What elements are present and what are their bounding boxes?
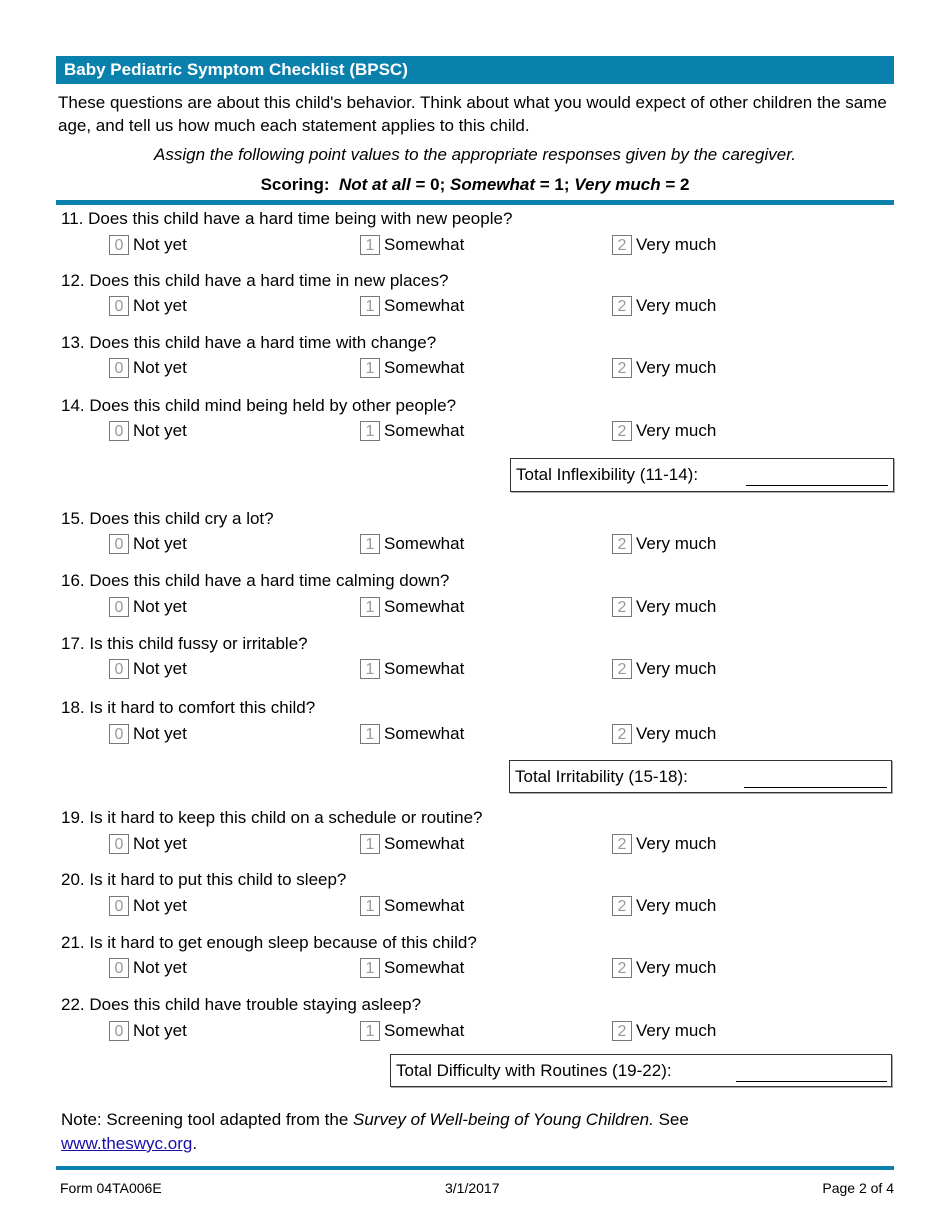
score-box[interactable]: 1 — [360, 1021, 380, 1041]
question-22: 22. Does this child have trouble staying asleep? — [61, 995, 422, 1014]
option-somewhat[interactable]: 1 Somewhat — [360, 597, 464, 617]
option-not-yet[interactable]: 0 Not yet — [109, 896, 187, 916]
scoring-opt0-label: Not at all — [338, 175, 411, 194]
option-very-much[interactable]: 2 Very much — [612, 659, 716, 679]
score-box[interactable]: 1 — [360, 896, 380, 916]
score-box[interactable]: 0 — [109, 834, 129, 854]
score-box[interactable]: 0 — [109, 896, 129, 916]
total-routines — [390, 1054, 892, 1087]
option-somewhat[interactable]: 1 Somewhat — [360, 534, 464, 554]
top-divider — [56, 200, 894, 205]
question-17: 17. Is this child fussy or irritable? — [61, 634, 308, 653]
option-somewhat[interactable]: 1 Somewhat — [360, 1021, 464, 1041]
score-box[interactable]: 1 — [360, 834, 380, 854]
scoring-opt1-label: Somewhat — [450, 175, 536, 194]
option-not-yet[interactable]: 0 Not yet — [109, 659, 187, 679]
instruction-text: Assign the following point values to the appropriate responses given by the caregiver. — [154, 145, 796, 164]
score-box[interactable]: 2 — [612, 834, 632, 854]
score-box[interactable]: 1 — [360, 534, 380, 554]
score-box[interactable]: 2 — [612, 358, 632, 378]
option-somewhat[interactable]: 1 Somewhat — [360, 659, 464, 679]
option-not-yet[interactable]: 0 Not yet — [109, 534, 187, 554]
note-source: Survey of Well-being of Young Children. — [353, 1110, 654, 1129]
score-box[interactable]: 0 — [109, 235, 129, 255]
score-box[interactable]: 1 — [360, 659, 380, 679]
score-box[interactable]: 2 — [612, 958, 632, 978]
footer-page-number: Page 2 of 4 — [822, 1180, 894, 1196]
question-18: 18. Is it hard to comfort this child? — [61, 698, 316, 717]
option-very-much[interactable]: 2 Very much — [612, 235, 716, 255]
intro-text: These questions are about this child's behavior. Think about what you would expect of other children the same age, and tell us how much each statement applies to this child. — [58, 93, 887, 135]
score-box[interactable]: 2 — [612, 235, 632, 255]
total-inflexibility-field[interactable] — [746, 485, 888, 486]
score-box[interactable]: 0 — [109, 296, 129, 316]
total-routines-label: Total Difficulty with Routines (19-22): — [396, 1060, 672, 1080]
question-15: 15. Does this child cry a lot? — [61, 509, 274, 528]
option-very-much[interactable]: 2 Very much — [612, 724, 716, 744]
option-not-yet[interactable]: 0 Not yet — [109, 724, 187, 744]
score-box[interactable]: 0 — [109, 597, 129, 617]
score-box[interactable]: 1 — [360, 958, 380, 978]
question-13: 13. Does this child have a hard time with change? — [61, 333, 437, 352]
score-box[interactable]: 2 — [612, 659, 632, 679]
total-irritability — [509, 760, 892, 793]
footnote: Note: Screening tool adapted from the Survey of Well-being of Young Children. See www.theswyc.org. — [61, 1110, 689, 1153]
option-not-yet[interactable]: 0 Not yet — [109, 834, 187, 854]
option-very-much[interactable]: 2 Very much — [612, 958, 716, 978]
scoring-opt2-label: Very much — [574, 175, 661, 194]
score-box[interactable]: 1 — [360, 597, 380, 617]
total-irritability-label: Total Irritability (15-18): — [515, 766, 688, 786]
total-routines-field[interactable] — [736, 1081, 887, 1082]
score-box[interactable]: 2 — [612, 421, 632, 441]
total-irritability-field[interactable] — [744, 787, 887, 788]
score-box[interactable]: 0 — [109, 534, 129, 554]
section-header — [56, 56, 894, 84]
footer-date: 3/1/2017 — [445, 1180, 500, 1196]
scoring-line — [0, 175, 950, 195]
option-not-yet[interactable]: 0 Not yet — [109, 235, 187, 255]
question-21: 21. Is it hard to get enough sleep because of this child? — [61, 933, 477, 952]
option-not-yet[interactable]: 0 Not yet — [109, 358, 187, 378]
question-20: 20. Is it hard to put this child to sleep? — [61, 870, 347, 889]
option-not-yet[interactable]: 0 Not yet — [109, 296, 187, 316]
option-very-much[interactable]: 2 Very much — [612, 896, 716, 916]
question-12: 12. Does this child have a hard time in new places? — [61, 271, 449, 290]
score-box[interactable]: 1 — [360, 296, 380, 316]
option-not-yet[interactable]: 0 Not yet — [109, 1021, 187, 1041]
option-very-much[interactable]: 2 Very much — [612, 834, 716, 854]
score-box[interactable]: 0 — [109, 659, 129, 679]
option-somewhat[interactable]: 1 Somewhat — [360, 296, 464, 316]
option-not-yet[interactable]: 0 Not yet — [109, 421, 187, 441]
score-box[interactable]: 2 — [612, 1021, 632, 1041]
score-box[interactable]: 1 — [360, 235, 380, 255]
score-box[interactable]: 2 — [612, 597, 632, 617]
option-not-yet[interactable]: 0 Not yet — [109, 597, 187, 617]
section-title: Baby Pediatric Symptom Checklist (BPSC) — [64, 60, 408, 79]
total-inflexibility-label: Total Inflexibility (11-14): — [516, 465, 699, 484]
option-very-much[interactable]: 2 Very much — [612, 296, 716, 316]
score-box[interactable]: 2 — [612, 724, 632, 744]
option-not-yet[interactable]: 0 Not yet — [109, 958, 187, 978]
scoring-opt2-value: = 2 — [665, 175, 690, 194]
option-very-much[interactable]: 2 Very much — [612, 534, 716, 554]
option-somewhat[interactable]: 1 Somewhat — [360, 834, 464, 854]
score-box[interactable]: 0 — [109, 358, 129, 378]
option-very-much[interactable]: 2 Very much — [612, 358, 716, 378]
score-box[interactable]: 0 — [109, 958, 129, 978]
score-box[interactable]: 2 — [612, 896, 632, 916]
score-box[interactable]: 2 — [612, 296, 632, 316]
option-somewhat[interactable]: 1 Somewhat — [360, 896, 464, 916]
option-very-much[interactable]: 2 Very much — [612, 1021, 716, 1041]
score-box[interactable]: 1 — [360, 358, 380, 378]
footer-divider — [56, 1166, 894, 1170]
score-box[interactable]: 2 — [612, 534, 632, 554]
scoring-opt1-value: = 1; — [539, 175, 570, 194]
question-19: 19. Is it hard to keep this child on a schedule or routine? — [61, 808, 483, 827]
footer-form-number: Form 04TA006E — [60, 1180, 162, 1196]
score-box[interactable]: 0 — [109, 421, 129, 441]
question-11: 11. Does this child have a hard time being with new people? — [61, 209, 513, 228]
question-14: 14. Does this child mind being held by other people? — [61, 396, 457, 415]
website-link[interactable]: www.theswyc.org — [61, 1134, 193, 1153]
score-box[interactable]: 1 — [360, 421, 380, 441]
option-very-much[interactable]: 2 Very much — [612, 421, 716, 441]
option-somewhat[interactable]: 1 Somewhat — [360, 958, 464, 978]
option-somewhat[interactable]: 1 Somewhat — [360, 235, 464, 255]
score-box[interactable]: 0 — [109, 724, 129, 744]
option-very-much[interactable]: 2 Very much — [612, 597, 716, 617]
total-inflexibility — [510, 458, 894, 492]
scoring-label: Scoring: — [260, 175, 330, 194]
option-somewhat[interactable]: 1 Somewhat — [360, 421, 464, 441]
scoring-opt0-value: = 0; — [415, 175, 446, 194]
option-somewhat[interactable]: 1 Somewhat — [360, 724, 464, 744]
option-somewhat[interactable]: 1 Somewhat — [360, 358, 464, 378]
score-box[interactable]: 1 — [360, 724, 380, 744]
score-box[interactable]: 0 — [109, 1021, 129, 1041]
question-16: 16. Does this child have a hard time calming down? — [61, 571, 450, 590]
